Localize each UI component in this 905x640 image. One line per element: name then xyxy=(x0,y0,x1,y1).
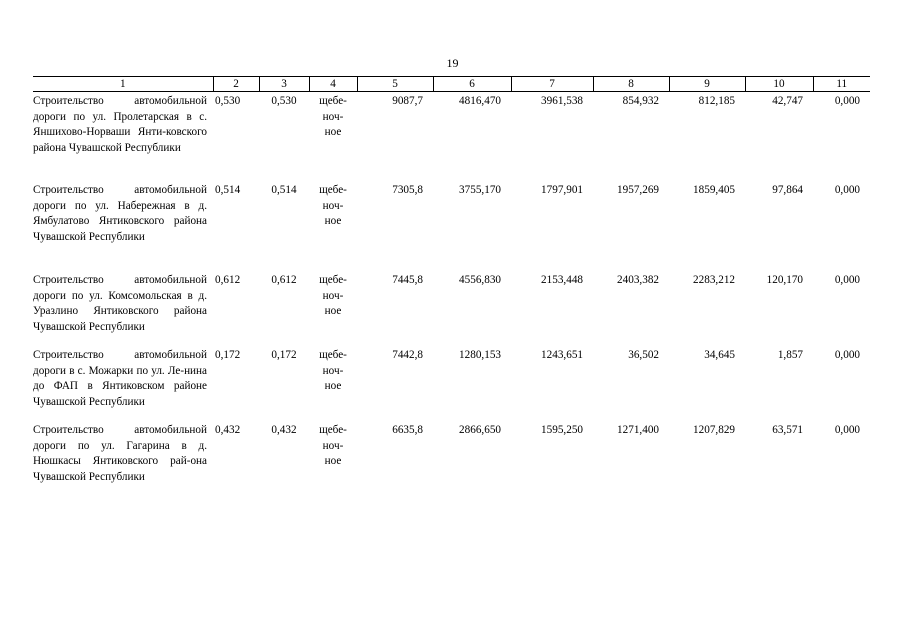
cost-value: 1595,250 xyxy=(541,424,583,436)
length-value: 0,514 xyxy=(271,184,297,196)
cost-value: 7305,8 xyxy=(392,184,423,196)
cost-value: 36,502 xyxy=(628,349,659,361)
object-name: Строительство автомобильной дороги по ул. Гагарина в д. Нюшкасы Янтиковского рай-она Чувашской Республики xyxy=(33,424,207,483)
cost-value: 6635,8 xyxy=(392,424,423,436)
cost-value: 97,864 xyxy=(772,184,803,196)
cost-value: 0,000 xyxy=(834,184,860,196)
column-header: 10 xyxy=(745,77,813,92)
cost-value: 3755,170 xyxy=(459,184,501,196)
cost-value: 9087,7 xyxy=(392,95,423,107)
cost-value: 0,000 xyxy=(834,274,860,286)
cost-value: 7445,8 xyxy=(392,274,423,286)
column-header: 9 xyxy=(669,77,745,92)
cost-value: 3961,538 xyxy=(541,95,583,107)
surface-type: щебе- ноч- ное xyxy=(319,274,347,318)
cost-value: 2866,650 xyxy=(459,424,501,436)
cost-value: 1,857 xyxy=(777,349,803,361)
surface-type: щебе- ноч- ное xyxy=(319,95,347,139)
cost-value: 1957,269 xyxy=(617,184,659,196)
length-value: 0,172 xyxy=(215,349,241,361)
length-value: 0,612 xyxy=(215,274,241,286)
length-value: 0,530 xyxy=(271,95,297,107)
surface-type: щебе- ноч- ное xyxy=(319,424,347,468)
table-row xyxy=(33,273,870,348)
object-name: Строительство автомобильной дороги по ул. Набережная в д. Ямбулатово Янтиковского района Чувашской Республики xyxy=(33,184,207,243)
cost-value: 0,000 xyxy=(834,424,860,436)
cost-value: 0,000 xyxy=(834,349,860,361)
length-value: 0,432 xyxy=(271,424,297,436)
cost-value: 2403,382 xyxy=(617,274,659,286)
length-value: 0,530 xyxy=(215,95,241,107)
cost-value: 34,645 xyxy=(704,349,735,361)
cost-value: 1280,153 xyxy=(459,349,501,361)
object-name: Строительство автомобильной дороги по ул. Пролетарская в с. Яншихово-Норваши Янти-ковского района Чувашской Республики xyxy=(33,95,207,154)
cost-value: 4556,830 xyxy=(459,274,501,286)
length-value: 0,432 xyxy=(215,424,241,436)
column-header: 2 xyxy=(213,77,259,92)
table-row xyxy=(33,92,870,184)
surface-type: щебе- ноч- ное xyxy=(319,349,347,393)
cost-value: 1797,901 xyxy=(541,184,583,196)
cost-value: 0,000 xyxy=(834,95,860,107)
column-header: 5 xyxy=(357,77,433,92)
cost-value: 1859,405 xyxy=(693,184,735,196)
cost-value: 2153,448 xyxy=(541,274,583,286)
cost-value: 120,170 xyxy=(766,274,803,286)
column-header: 1 xyxy=(33,77,213,92)
length-value: 0,514 xyxy=(215,184,241,196)
column-header: 11 xyxy=(813,77,870,92)
cost-value: 2283,212 xyxy=(693,274,735,286)
cost-value: 42,747 xyxy=(772,95,803,107)
column-header: 6 xyxy=(433,77,511,92)
page-number: 19 xyxy=(446,56,459,70)
column-header: 7 xyxy=(511,77,593,92)
road-construction-table xyxy=(33,76,870,493)
column-number-row xyxy=(33,77,870,92)
table-row xyxy=(33,183,870,273)
cost-value: 7442,8 xyxy=(392,349,423,361)
length-value: 0,612 xyxy=(271,274,297,286)
object-name: Строительство автомобильной дороги в с. Можарки по ул. Ле-нина до ФАП в Янтиковском районе Чувашской Республики xyxy=(33,349,207,408)
cost-value: 63,571 xyxy=(772,424,803,436)
length-value: 0,172 xyxy=(271,349,297,361)
cost-value: 812,185 xyxy=(698,95,735,107)
cost-value: 1243,651 xyxy=(541,349,583,361)
object-name: Строительство автомобильной дороги по ул. Комсомольская в д. Уразлино Янтиковского района Чувашской Республики xyxy=(33,274,207,333)
cost-value: 854,932 xyxy=(622,95,659,107)
cost-value: 1207,829 xyxy=(693,424,735,436)
column-header: 8 xyxy=(593,77,669,92)
table-row xyxy=(33,348,870,423)
surface-type: щебе- ноч- ное xyxy=(319,184,347,228)
table-row xyxy=(33,423,870,493)
column-header: 3 xyxy=(259,77,309,92)
cost-value: 1271,400 xyxy=(617,424,659,436)
cost-value: 4816,470 xyxy=(459,95,501,107)
column-header: 4 xyxy=(309,77,357,92)
